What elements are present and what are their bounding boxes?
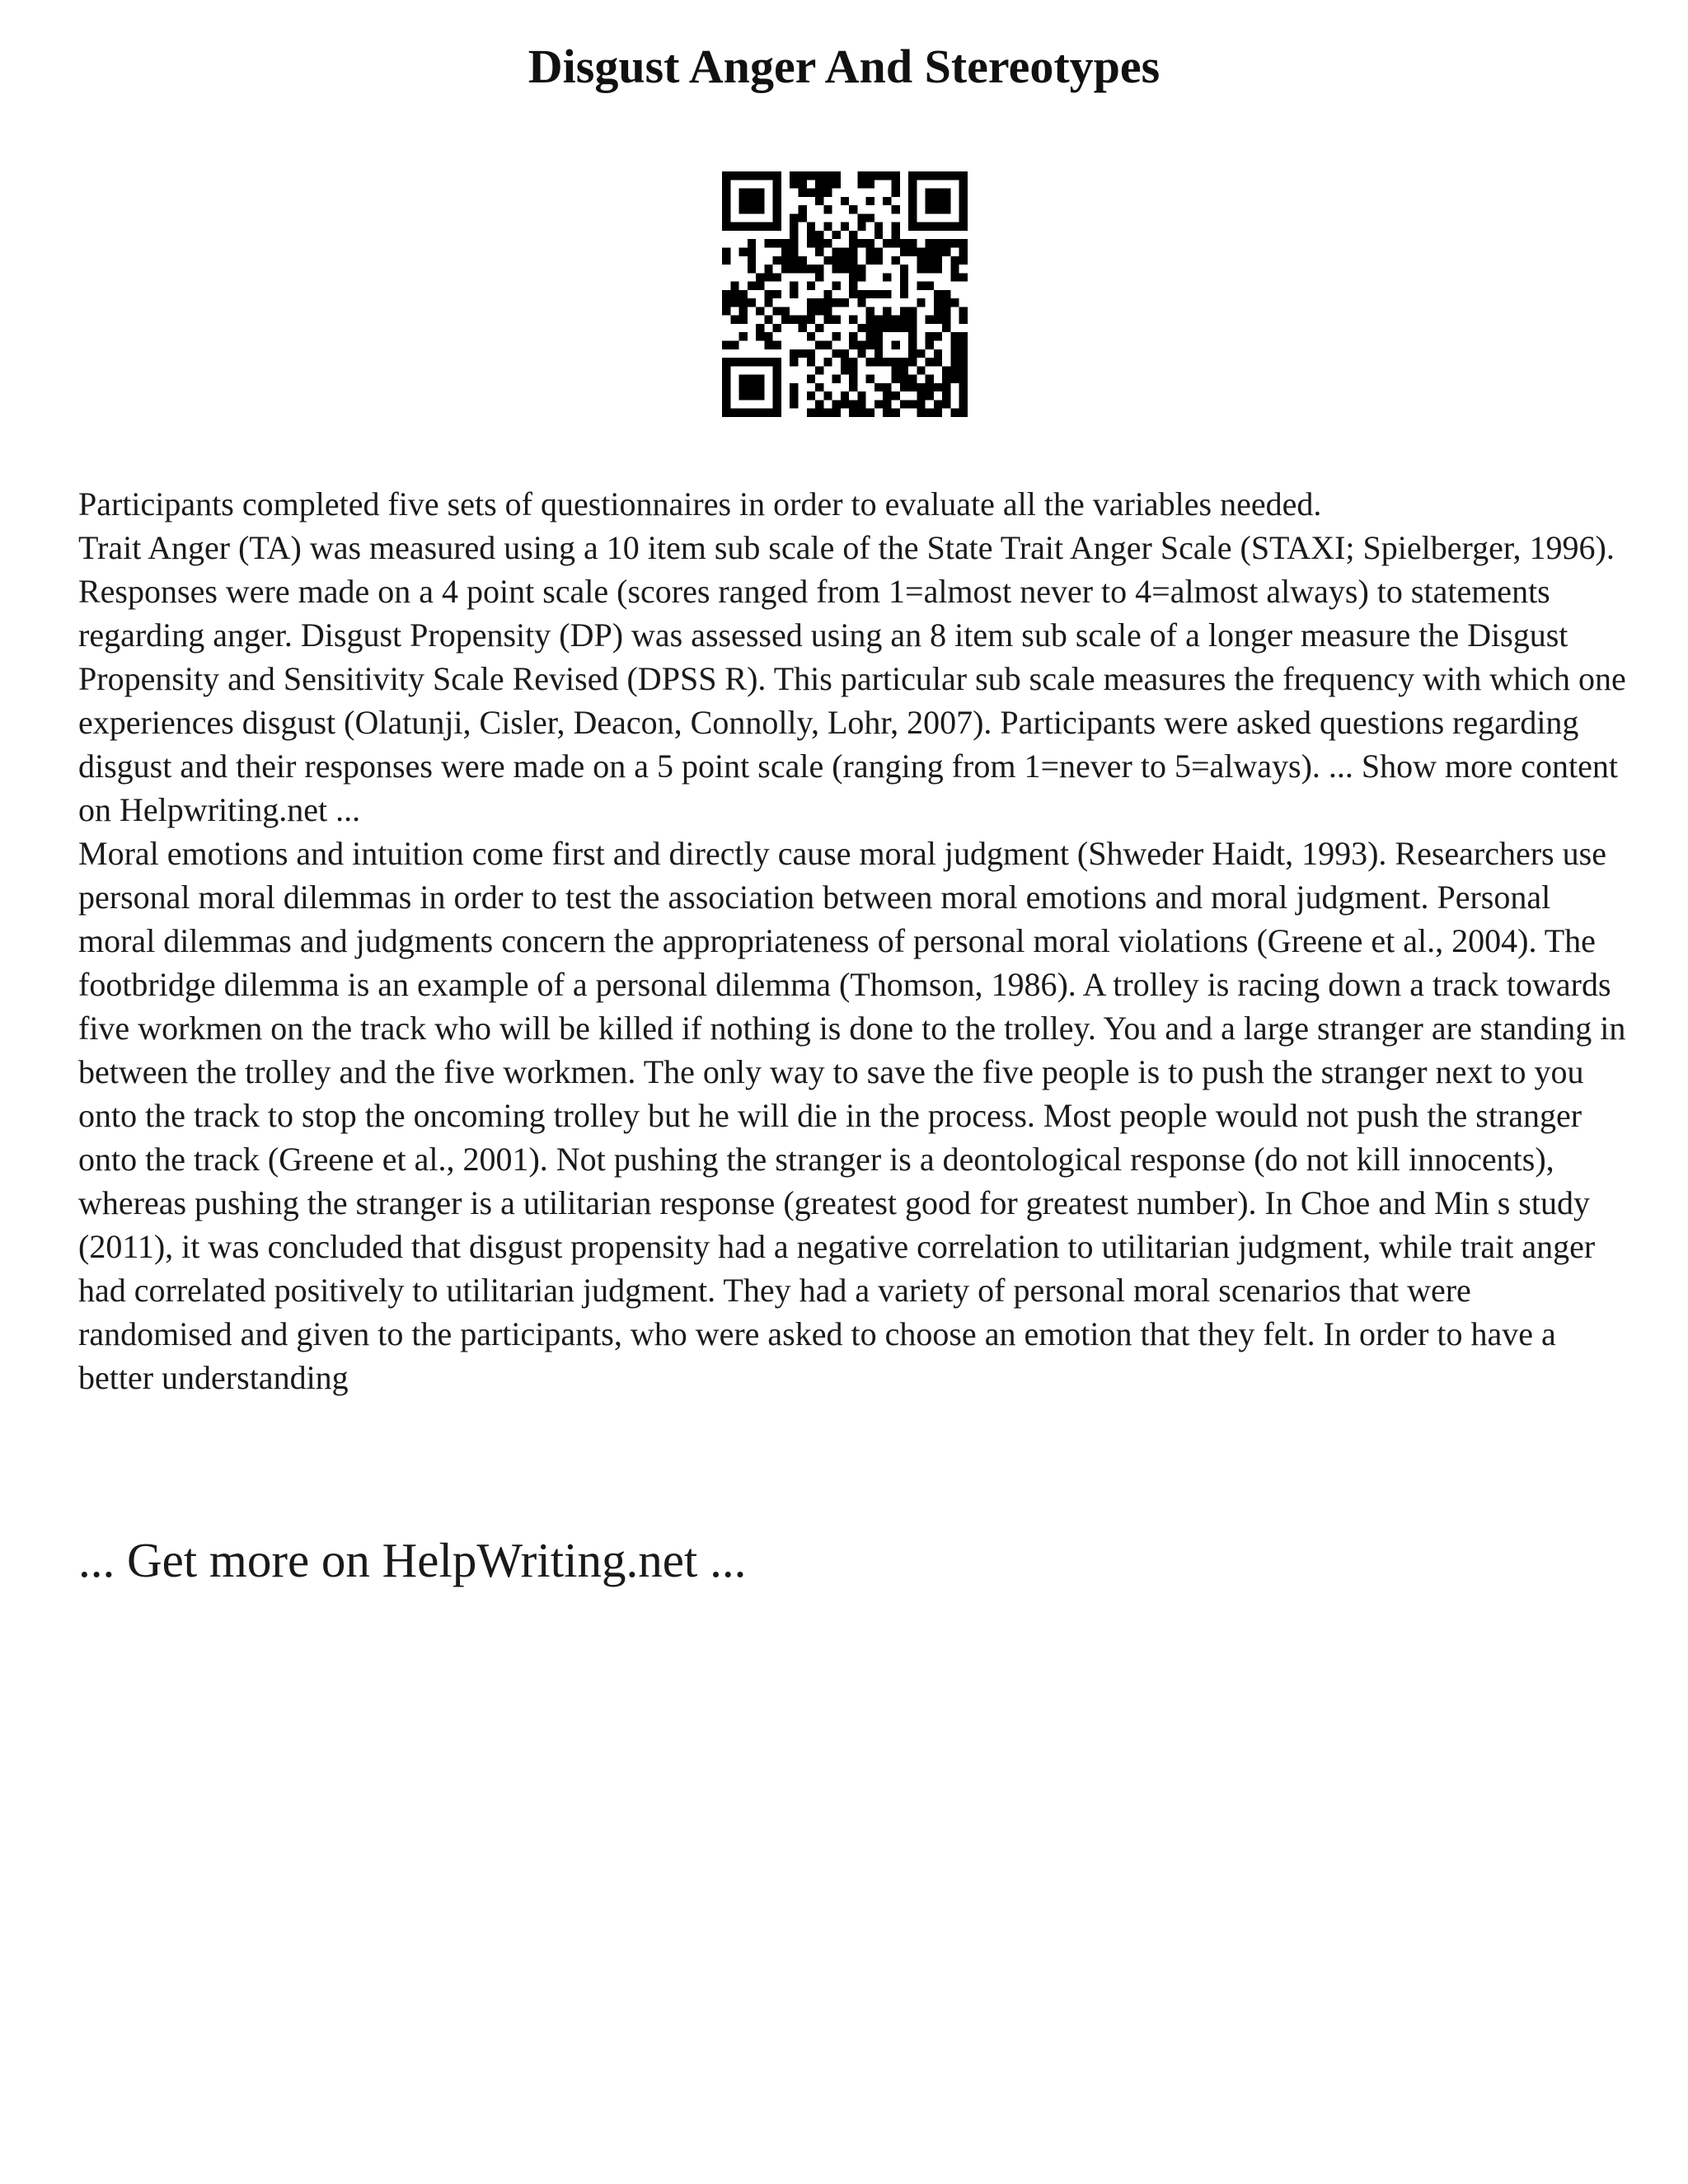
document-body <box>78 482 1628 1399</box>
paragraph-intro: Participants completed five sets of questionnaires in order to evaluate all the variables needed. <box>78 485 1322 523</box>
get-more-link[interactable]: ... Get more on HelpWriting.net ... <box>78 1533 747 1587</box>
paragraph-measures: Trait Anger (TA) was measured using a 10 item sub scale of the State Trait Anger Scale (STAXI; Spielberger, 1996). Responses were made on a 4 point scale (scores ranged from 1=almost never to 4=almost always) to statements regarding anger. Disgust Propensity (DP) was assessed using an 8 item sub scale of a longer measure the Disgust Propensity and Sensitivity Scale Revised (DPSS R). This particular sub scale measures the frequency with which one experiences disgust (Olatunji, Cisler, Deacon, Connolly, Lohr, 2007). Participants were asked questions regarding disgust and their responses were made on a 5 point scale (ranging from 1=never to 5=always). ... Show more content on Helpwriting.net ... <box>78 529 1626 828</box>
document-title: Disgust Anger And Stereotypes <box>528 40 1160 93</box>
qr-code-icon[interactable] <box>722 171 968 417</box>
paragraph-moral-emotions: Moral emotions and intuition come first and directly cause moral judgment (Shweder Haidt, 1993). Researchers use personal moral dilemmas in order to test the association between moral emotions and moral judgment. Personal moral dilemmas and judgments concern the appropriateness of personal moral violations (Greene et al., 2004). The footbridge dilemma is an example of a personal dilemma (Thomson, 1986). A trolley is racing down a track towards five workmen on the track who will be killed if nothing is done to the trolley. You and a large stranger are standing in between the trolley and the five workmen. The only way to save the five people is to push the stranger next to you onto the track to stop the oncoming trolley but he will die in the process. Most people would not push the stranger onto the track (Greene et al., 2001). Not pushing the stranger is a deontological response (do not kill innocents), whereas pushing the stranger is a utilitarian response (greatest good for greatest number). In Choe and Min s study (2011), it was concluded that disgust propensity had a negative correlation to utilitarian judgment, while trait anger had correlated positively to utilitarian judgment. They had a variety of personal moral scenarios that were randomised and given to the participants, who were asked to choose an emotion that they felt. In order to have a better understanding <box>78 835 1626 1396</box>
